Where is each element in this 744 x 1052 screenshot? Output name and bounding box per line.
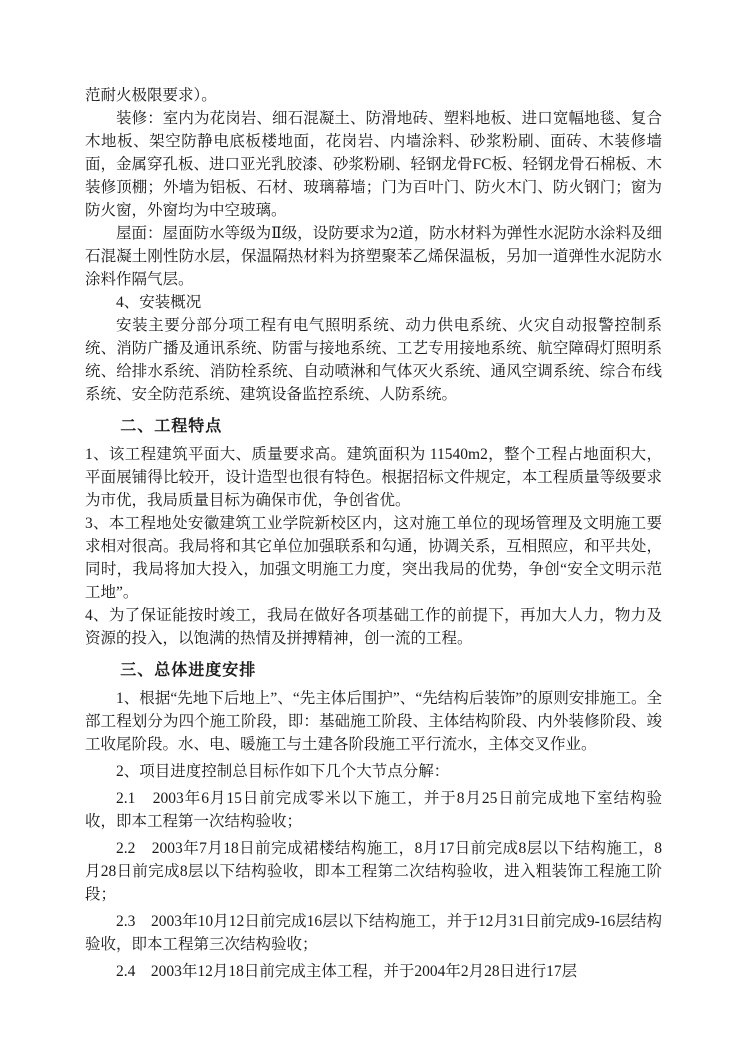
paragraph: 2.4 2003年12月18日前完成主体工程，并于2004年2月28日进行17层: [116, 963, 578, 980]
paragraph: 1、该工程建筑平面大、质量要求高。建筑面积为 11540m2，整个工程占地面积大，平面展铺得比较开，设计造型也很有特色。根据招标文件规定，本工程质量等级要求为市优，我局质量目标为确保市优，争创省优。: [85, 446, 662, 509]
paragraph: 3、本工程地处安徽建筑工业学院新校区内，这对施工单位的现场管理及文明施工要求相对很高。我局将和其它单位加强联系和勾通，协调关系，互相照应，和平共处，同时，我局将加大投入，加强文明施工力度，突出我局的优势，争创“安全文明示范工地”。: [85, 515, 662, 601]
paragraph: 1、根据“先地下后地上”、“先主体后围护”、“先结构后装饰”的原则安排施工。全部工程划分为四个施工阶段，即：基础施工阶段、主体结构阶段、内外装修阶段、竣工收尾阶段。水、电、暖施工与土建各阶段施工平行流水，主体交叉作业。: [85, 690, 662, 753]
paragraph: 安装主要分部分项工程有电气照明系统、动力供电系统、火灾自动报警控制系统、消防广播及通讯系统、防雷与接地系统、工艺专用接地系统、航空障碍灯照明系统、给排水系统、消防栓系统、自动喷淋和气体灭火系统、通风空调系统、综合布线系统、安全防范系统、建筑设备监控系统、人防系统。: [85, 317, 662, 403]
paragraph: 2.3 2003年10月12日前完成16层以下结构施工，并于12月31日前完成9-16层结构验收，即本工程第三次结构验收；: [85, 913, 662, 953]
paragraph: 2.1 2003年6月15日前完成零米以下施工，并于8月25日前完成地下室结构验收，即本工程第一次结构验收；: [85, 790, 662, 830]
section-heading: 二、工程特点: [120, 418, 223, 435]
paragraph: 4、安装概况: [116, 294, 202, 311]
paragraph: 范耐火极限要求）。: [85, 87, 217, 104]
paragraph: 2.2 2003年7月18日前完成裙楼结构施工，8月17日前完成8层以下结构施工，8月28日前完成8层以下结构验收，即本工程第二次结构验收，进入粗装饰工程施工阶段；: [85, 840, 662, 903]
section-heading: 三、总体进度安排: [120, 662, 257, 679]
paragraph: 4、为了保证能按时竣工，我局在做好各项基础工作的前提下，再加大人力，物力及资源的投入，以饱满的热情及拼搏精神，创一流的工程。: [85, 607, 662, 647]
paragraph: 屋面：屋面防水等级为Ⅱ级，设防要求为2道，防水材料为弹性水泥防水涂料及细石混凝土刚性防水层，保温隔热材料为挤塑聚苯乙烯保温板，另加一道弹性水泥防水涂料作隔气层。: [85, 225, 662, 288]
paragraph: 2、项目进度控制总目标作如下几个大节点分解：: [116, 763, 450, 780]
paragraph: 装修：室内为花岗岩、细石混凝土、防滑地砖、塑料地板、进口宽幅地毯、复合木地板、架空防静电底板楼地面，花岗岩、内墙涂料、砂浆粉刷、面砖、木装修墙面，金属穿孔板、进口亚光乳胶漆、砂浆粉刷、轻钢龙骨FC板、轻钢龙骨石棉板、木装修顶棚；外墙为铝板、石材、玻璃幕墙；门为百叶门、防火木门、防火钢门；窗为防火窗，外窗均为中空玻璃。: [85, 110, 662, 219]
document-body: [85, 84, 662, 983]
